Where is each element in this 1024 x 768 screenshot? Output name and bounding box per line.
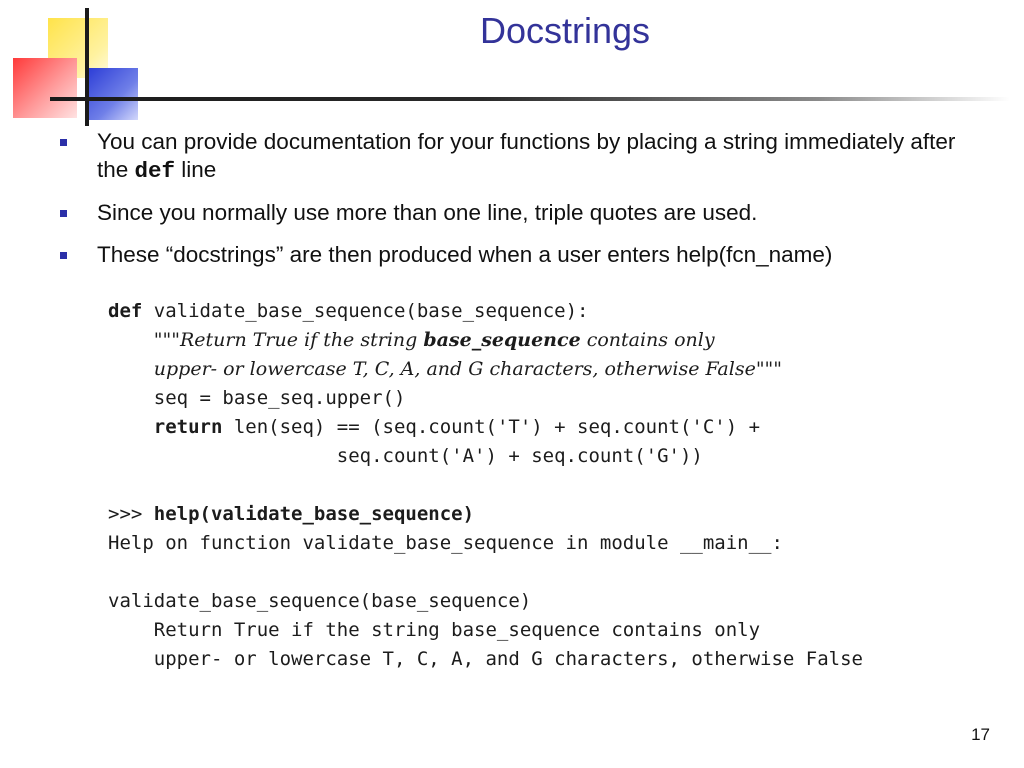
blue-square [86,68,138,120]
code-text: seq.count('A') + seq.count('G')) [336,445,703,467]
code-text: seq = base_seq.upper() [153,387,406,409]
code-line [108,645,863,674]
code-text: Help on function validate_base_sequence in module __main__: [108,532,783,554]
page-number: 17 [971,725,990,744]
bullet-text: line [175,157,217,182]
bullet-marker-icon [60,139,67,146]
code-block [108,297,863,674]
docstring-text: contains only [580,329,715,351]
code-line [108,297,863,326]
bullet-list [56,128,956,283]
keyword: return [153,416,223,438]
code-line [108,587,863,616]
code-line [108,384,863,413]
code-text: validate_base_sequence(base_sequence) [108,590,532,612]
bullet-item [56,199,956,227]
code-line [108,413,863,442]
docstring-bold: base_sequence [423,329,581,351]
bullet-item [56,128,956,185]
code-gap [108,558,863,587]
code-line [108,500,863,529]
red-square [13,58,77,118]
code-line [108,616,863,645]
bullet-item [56,241,956,269]
code-line [108,355,863,384]
code-line [108,442,863,471]
code-line [108,326,863,355]
prompt: >>> [108,503,154,525]
bullet-text: Since you normally use more than one line, triple quotes are used. [97,200,758,225]
code-bold: help(validate_base_sequence) [153,503,475,525]
slide-title: Docstrings [479,10,651,51]
docstring-text: """Return True if the string [153,329,424,351]
code-text: len(seq) == (seq.count('T') + seq.count('C') + [222,416,761,438]
inline-code: def [134,158,176,184]
bullet-text: You can provide documentation for your functions by placing a string immediately after the [97,129,956,182]
code-text: Return True if the string base_sequence contains only [153,619,761,641]
code-gap [108,471,863,500]
code-text: upper- or lowercase T, C, A, and G characters, otherwise False [153,648,863,670]
code-line [108,529,863,558]
code-text: validate_base_sequence(base_sequence): [142,300,589,322]
title-underline [50,97,1010,101]
bullet-text: These “docstrings” are then produced when a user enters help(fcn_name) [97,242,833,267]
bullet-marker-icon [60,252,67,259]
docstring-text: upper- or lowercase T, C, A, and G characters, otherwise False""" [153,358,783,380]
keyword: def [108,300,143,322]
bullet-marker-icon [60,210,67,217]
